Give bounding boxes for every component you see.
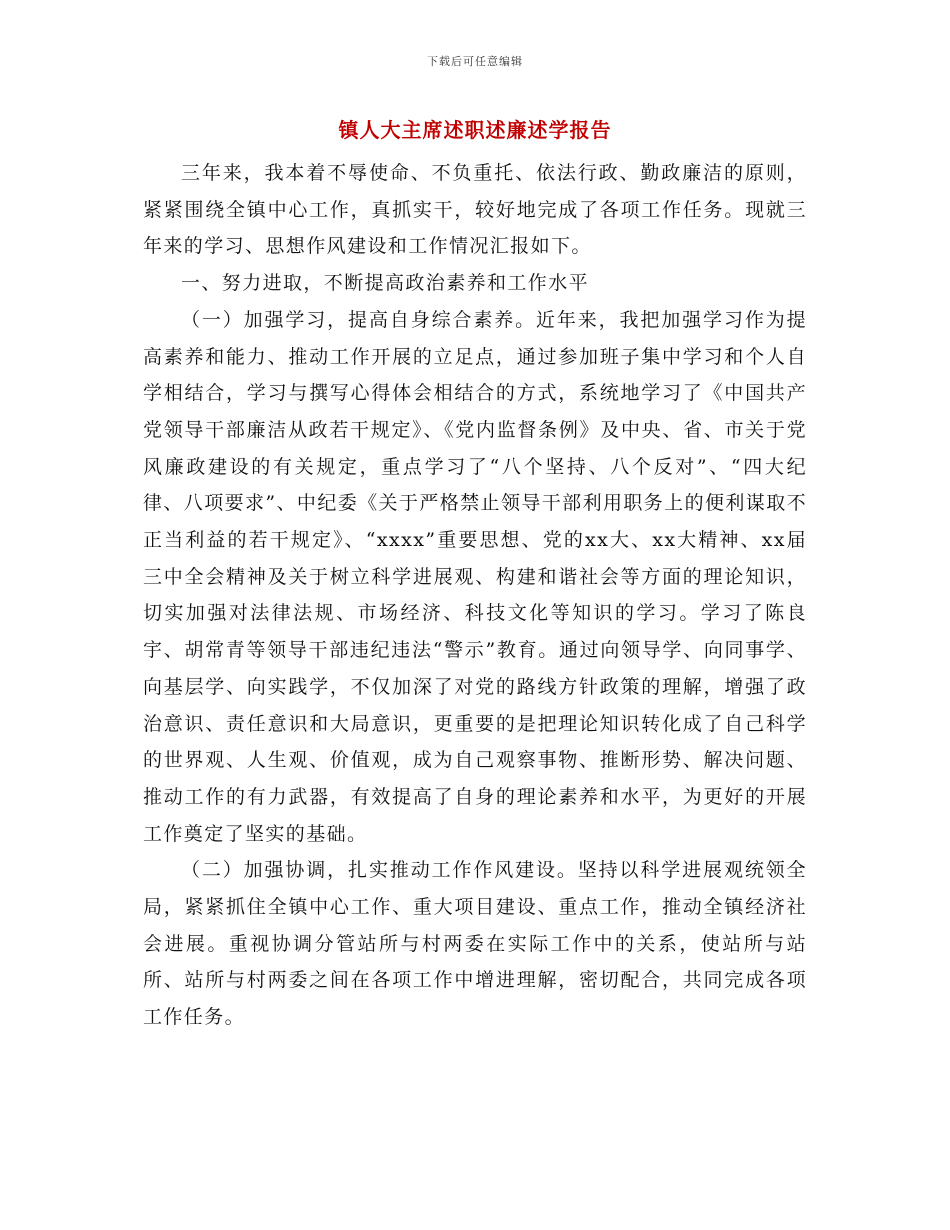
paragraph-intro: 三年来，我本着不辱使命、不负重托、依法行政、勤政廉洁的原则，紧紧围绕全镇中心工作，真抓实干，较好地完成了各项工作任务。现就三年来的学习、思想作风建设和工作情况汇报如下。 xyxy=(143,162,807,258)
paragraph-study: （一）加强学习，提高自身综合素养。近年来，我把加强学习作为提高素养和能力、推动工作开展的立足点，通过参加班子集中学习和个人自学相结合，学习与撰写心得体会相结合的方式，系统地学习了《中国共产党领导干部廉洁从政若干规定》、《党内监督条例》及中央、省、市关于党风廉政建设的有关规定，重点学习了“八个坚持、八个反对”、“四大纪律、八项要求”、中纪委《关于严格禁止领导干部利用职务上的便利谋取不正当利益的若干规定》、“xxxx”重要思想、党的xx大、xx大精神、xx届三中全会精神及关于树立科学进展观、构建和谐社会等方面的理论知识，切实加强对法律法规、市场经济、科技文化等知识的学习。学习了陈良宇、胡常青等领导干部违纪违法“警示”教育。通过向领导学、向同事学、向基层学、向实践学，不仅加深了对党的路线方针政策的理解，增强了政治意识、责任意识和大局意识，更重要的是把理论知识转化成了自己科学的世界观、人生观、价值观，成为自己观察事物、推断形势、解决问题、推动工作的有力武器，有效提高了自身的理论素养和水平，为更好的开展工作奠定了坚实的基础。 xyxy=(143,308,807,845)
paragraph-coordination: （二）加强协调，扎实推动工作作风建设。坚持以科学进展观统领全局，紧紧抓住全镇中心工作、重大项目建设、重点工作，推动全镇经济社会进展。重视协调分管站所与村两委在实际工作中的关系，使站所与站所、站所与村两委之间在各项工作中增进理解，密切配合，共同完成各项工作任务。 xyxy=(143,859,807,1029)
document-title: 镇人大主席述职述廉述学报告 xyxy=(338,118,612,142)
section-heading-1: 一、努力进取，不断提高政治素养和工作水平 xyxy=(181,272,590,295)
document-body xyxy=(143,155,807,1036)
page-header-note: 下载后可任意编辑 xyxy=(427,55,523,68)
